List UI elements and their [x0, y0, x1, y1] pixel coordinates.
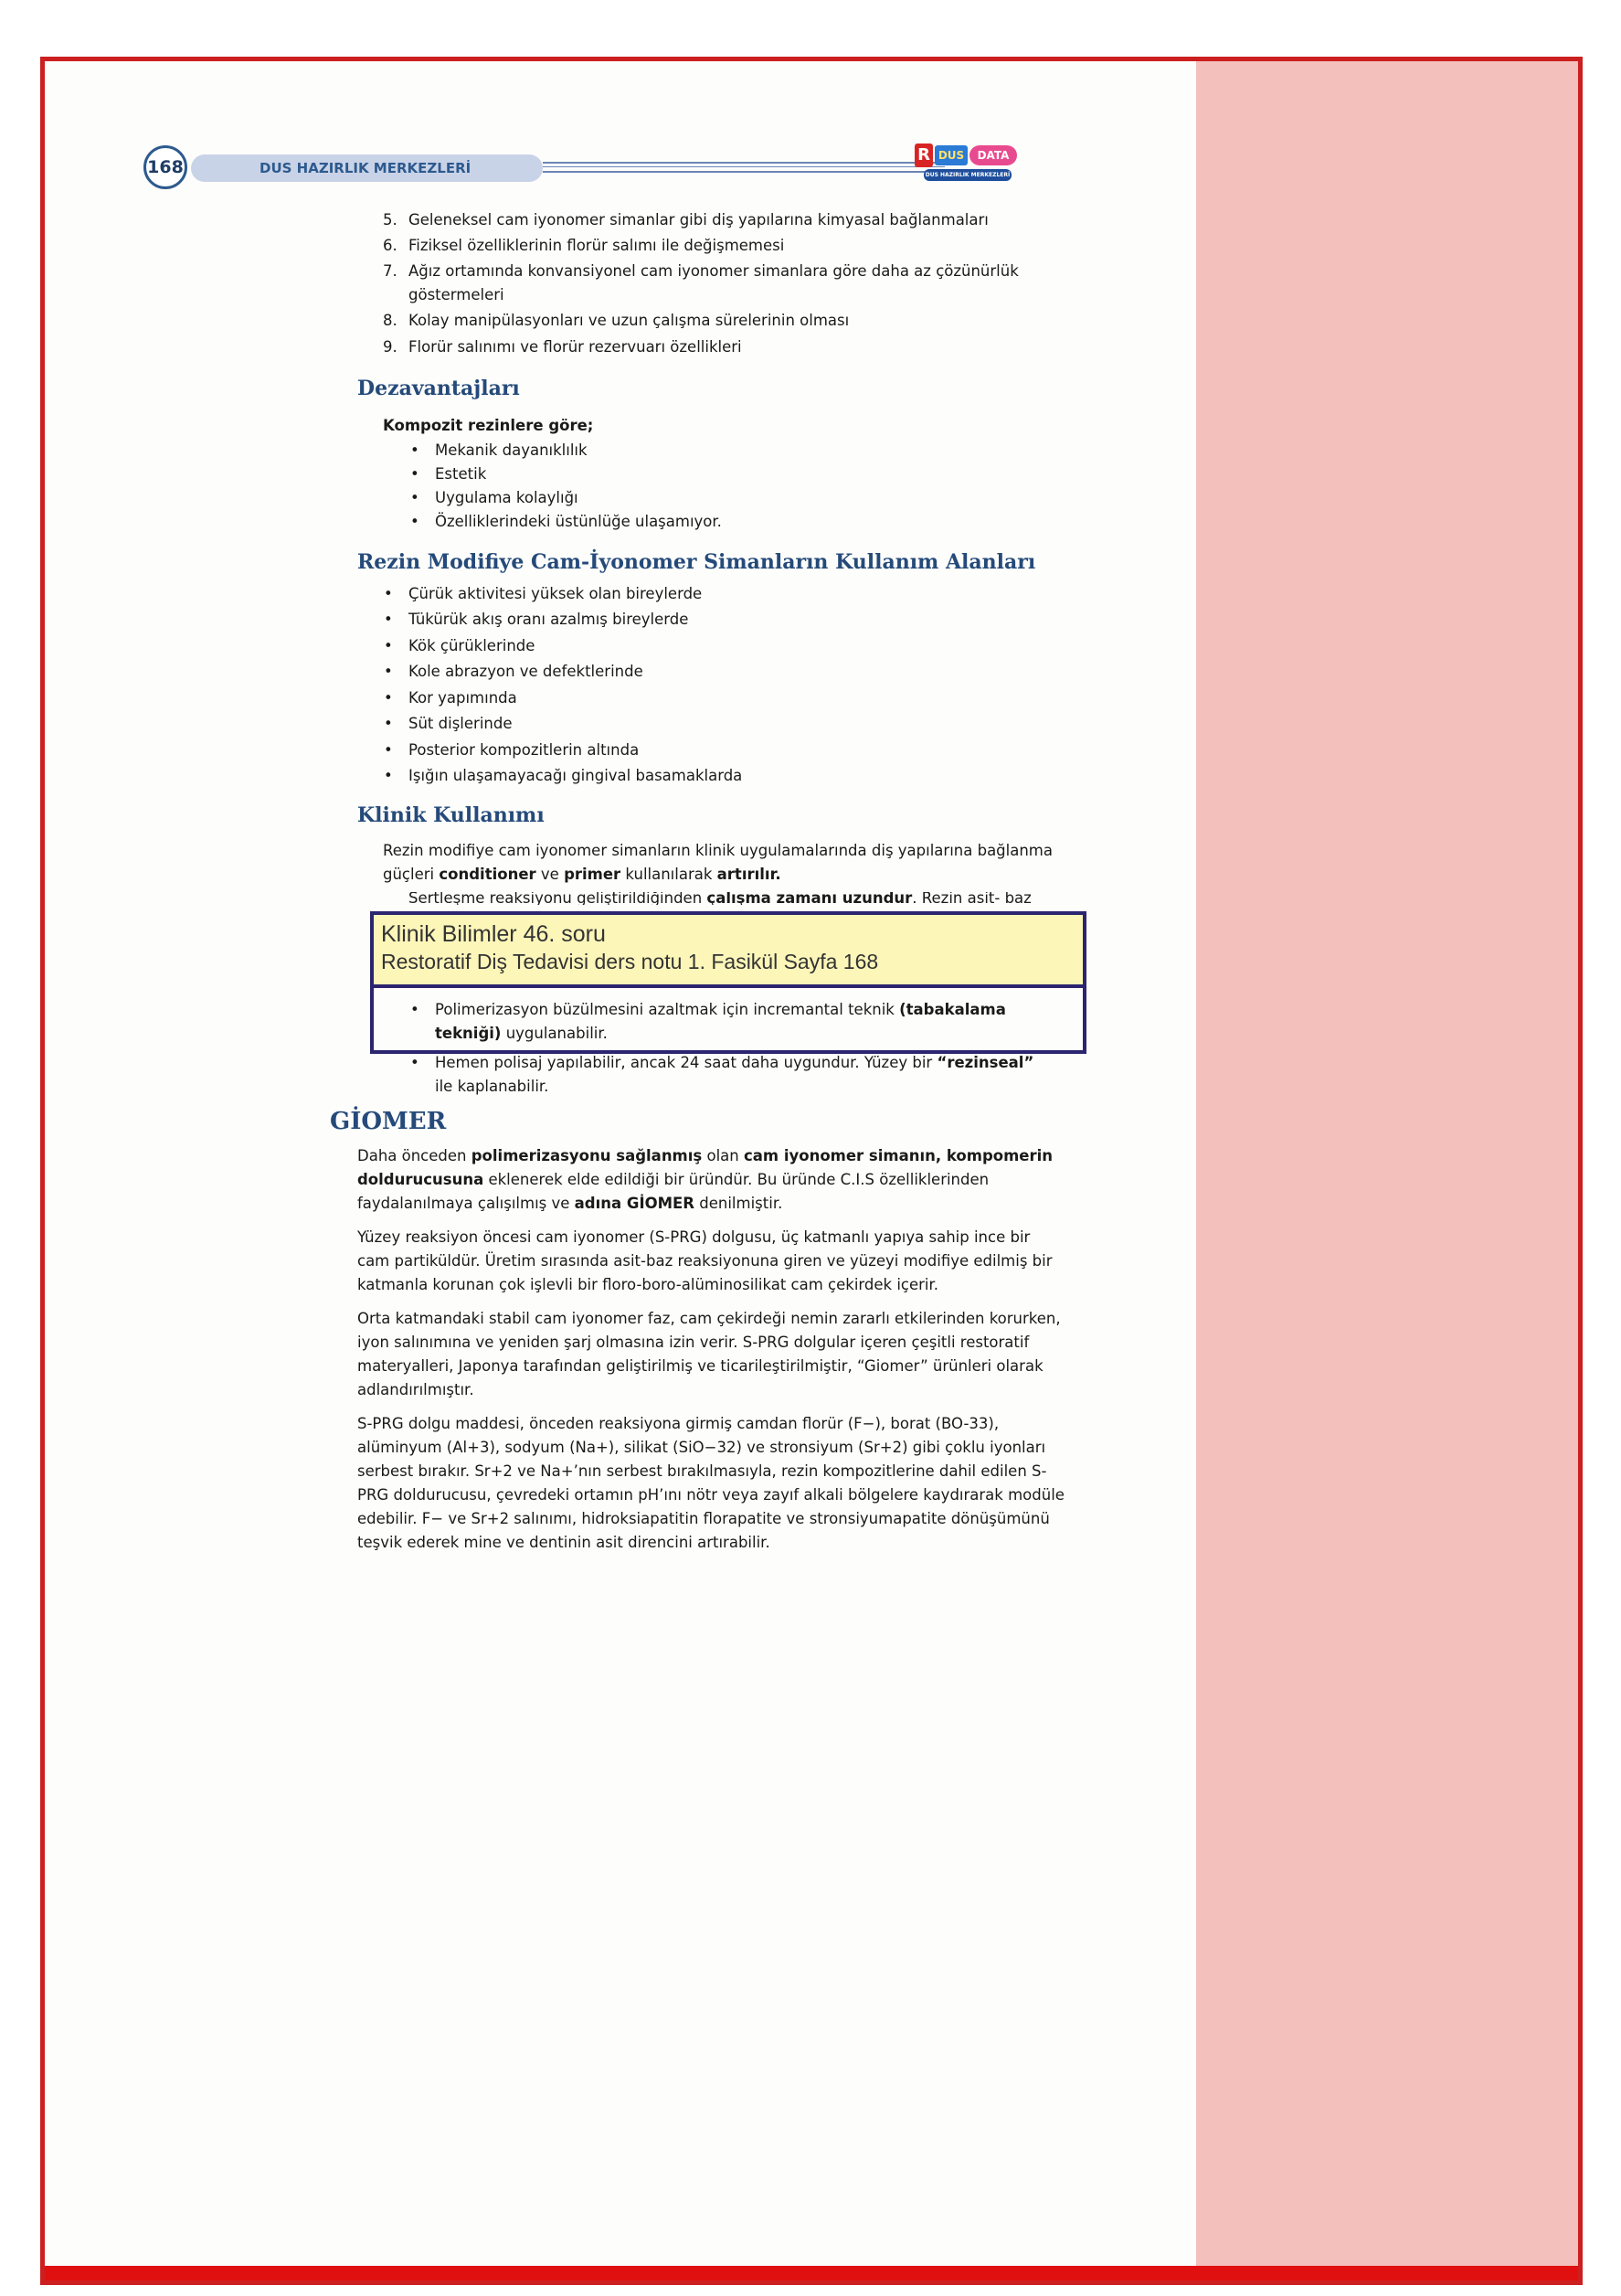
callout-line-2: Restoratif Diş Tedavisi ders notu 1. Fasikül Sayfa 168 — [381, 950, 879, 973]
list-item: • Estetik — [435, 464, 486, 484]
paragraph-line: Orta katmandaki stabil cam iyonomer faz, cam çekirdeği nemin zararlı etkilerinden korurken, — [357, 1310, 1061, 1327]
logo-r: R — [915, 144, 933, 167]
paragraph-line: katmanla korunan çok işlevli bir floro-boro-alüminosilikat cam çekirdek içerir. — [357, 1276, 939, 1293]
section-heading: Dezavantajları — [357, 377, 520, 400]
list-item: • Özelliklerindeki üstünlüğe ulaşamıyor. — [435, 512, 722, 532]
paragraph-line: S-PRG dolgu maddesi, önceden reaksiyona girmiş camdan florür (F−), borat (BO-33), — [357, 1415, 1000, 1432]
page-frame — [40, 57, 1583, 2285]
paragraph-line: alüminyum (Al+3), sodyum (Na+), silikat (SiO−32) ve stronsiyum (Sr+2) gibi çoklu iyonları — [357, 1439, 1046, 1456]
callout-line-1: Klinik Bilimler 46. soru — [381, 921, 606, 947]
logo-dus: DUS — [935, 145, 968, 165]
list-item: • Posterior kompozitlerin altında — [408, 740, 639, 760]
brand-logo — [915, 142, 1021, 184]
list-item: • Hemen polisaj yapılabilir, ancak 24 saat daha uygundur. Yüzey bir “rezinseal” — [435, 1053, 1033, 1073]
paragraph-line: teşvik ederek mine ve dentinin asit direncini artırabilir. — [357, 1534, 770, 1551]
header-rule — [543, 162, 945, 173]
list-item: • Tükürük akış oranı azalmış bireylerde — [408, 610, 688, 630]
list-item: 9. Florür salınımı ve florür rezervuarı özellikleri — [383, 338, 742, 356]
page-number: 168 — [143, 145, 187, 189]
paragraph-line: faydalanılmaya çalışılmış ve adına GİOMER denilmiştir. — [357, 1195, 783, 1212]
list-item: 8. Kolay manipülasyonları ve uzun çalışma sürelerinin olması — [383, 312, 850, 329]
header-section-title: DUS HAZIRLIK MERKEZLERİ — [191, 154, 543, 182]
list-item: • Uygulama kolaylığı — [435, 488, 578, 508]
list-item-continuation: tekniği) uygulanabilir. — [435, 1025, 608, 1042]
list-item: göstermeleri — [408, 286, 504, 303]
paragraph-line: materyalleri, Japonya tarafından geliştirilmiş ve ticarileştirilmiştir, “Giomer” ürünleri olarak — [357, 1357, 1044, 1375]
section-heading: GİOMER — [330, 1108, 447, 1135]
bottom-bar — [45, 2266, 1578, 2280]
list-item: • Mekanik dayanıklılık — [435, 441, 588, 461]
list-item: • Süt dişlerinde — [408, 714, 513, 734]
list-item: • Polimerizasyon büzülmesini azaltmak için incremantal teknik (tabakalama — [435, 1000, 1006, 1020]
paragraph-line: doldurucusuna eklenerek elde edildiği bir üründür. Bu üründe C.I.S özelliklerinden — [357, 1171, 990, 1188]
paragraph-line: adlandırılmıştır. — [357, 1381, 474, 1398]
paragraph-line: Yüzey reaksiyon öncesi cam iyonomer (S-PRG) dolgusu, üç katmanlı yapıya sahip ince bir — [357, 1228, 1031, 1246]
paragraph-line: güçleri conditioner ve primer kullanılarak artırılır. — [383, 866, 781, 883]
paragraph-line: cam partiküldür. Üretim sırasında asit-baz reaksiyonuna giren ve yüzeyi modifiye edilmiş bir — [357, 1252, 1053, 1270]
list-item: 7. Ağız ortamında konvansiyonel cam iyonomer simanlara göre daha az çözünürlük — [383, 262, 1019, 280]
paragraph-line: Daha önceden polimerizasyonu sağlanmış olan cam iyonomer simanın, kompomerin — [357, 1147, 1054, 1164]
list-item: • Çürük aktivitesi yüksek olan bireylerde — [408, 584, 702, 604]
subheading: Kompozit rezinlere göre; — [383, 417, 594, 434]
section-heading: Rezin Modifiye Cam-İyonomer Simanların Kullanım Alanları — [357, 550, 1036, 574]
paragraph-line: iyon salınımına ve yeniden şarj olmasına izin verir. S-PRG dolgular içeren çeşitli restoratif — [357, 1334, 1030, 1351]
side-panel — [1196, 61, 1583, 2280]
paragraph-line: PRG doldurucusu, çevredeki ortamın pH’ını nötr veya zayıf alkali bölgelere kaydırarak modüle — [357, 1486, 1065, 1504]
callout-header — [374, 915, 1083, 988]
paragraph-line: serbest bırakır. Sr+2 ve Na+’nın serbest bırakılmasıyla, rezin kompozitlerine dahil edilen S- — [357, 1462, 1047, 1480]
reference-callout — [370, 911, 1086, 1054]
paragraph-line: edebilir. F− ve Sr+2 salınımı, hidroksiapatitin florapatite ve stronsiyumapatite dönüşümünü — [357, 1510, 1050, 1527]
list-item: 6. Fiziksel özelliklerinin florür salımı ile değişmemesi — [383, 237, 785, 254]
logo-data: DATA — [969, 145, 1017, 165]
list-item: 5. Geleneksel cam iyonomer simanlar gibi diş yapılarına kimyasal bağlanmaları — [383, 211, 989, 229]
list-item: • Kole abrazyon ve defektlerinde — [408, 662, 643, 682]
section-heading: Klinik Kullanımı — [357, 803, 545, 827]
clipped-bullet: • Sertleşme reaksiyonu geliştirildiğinden çalışma zamanı uzundur. Rezin asit- baz — [408, 892, 1066, 905]
list-item-continuation: ile kaplanabilir. — [435, 1078, 549, 1095]
list-item: • Kök çürüklerinde — [408, 636, 535, 656]
list-item: • Işığın ulaşamayacağı gingival basamaklarda — [408, 766, 742, 786]
logo-sub: DUS HAZIRLIK MERKEZLERİ — [924, 169, 1012, 181]
list-item: • Kor yapımında — [408, 688, 517, 708]
paragraph-line: Rezin modifiye cam iyonomer simanların klinik uygulamalarında diş yapılarına bağlanma — [383, 842, 1053, 859]
